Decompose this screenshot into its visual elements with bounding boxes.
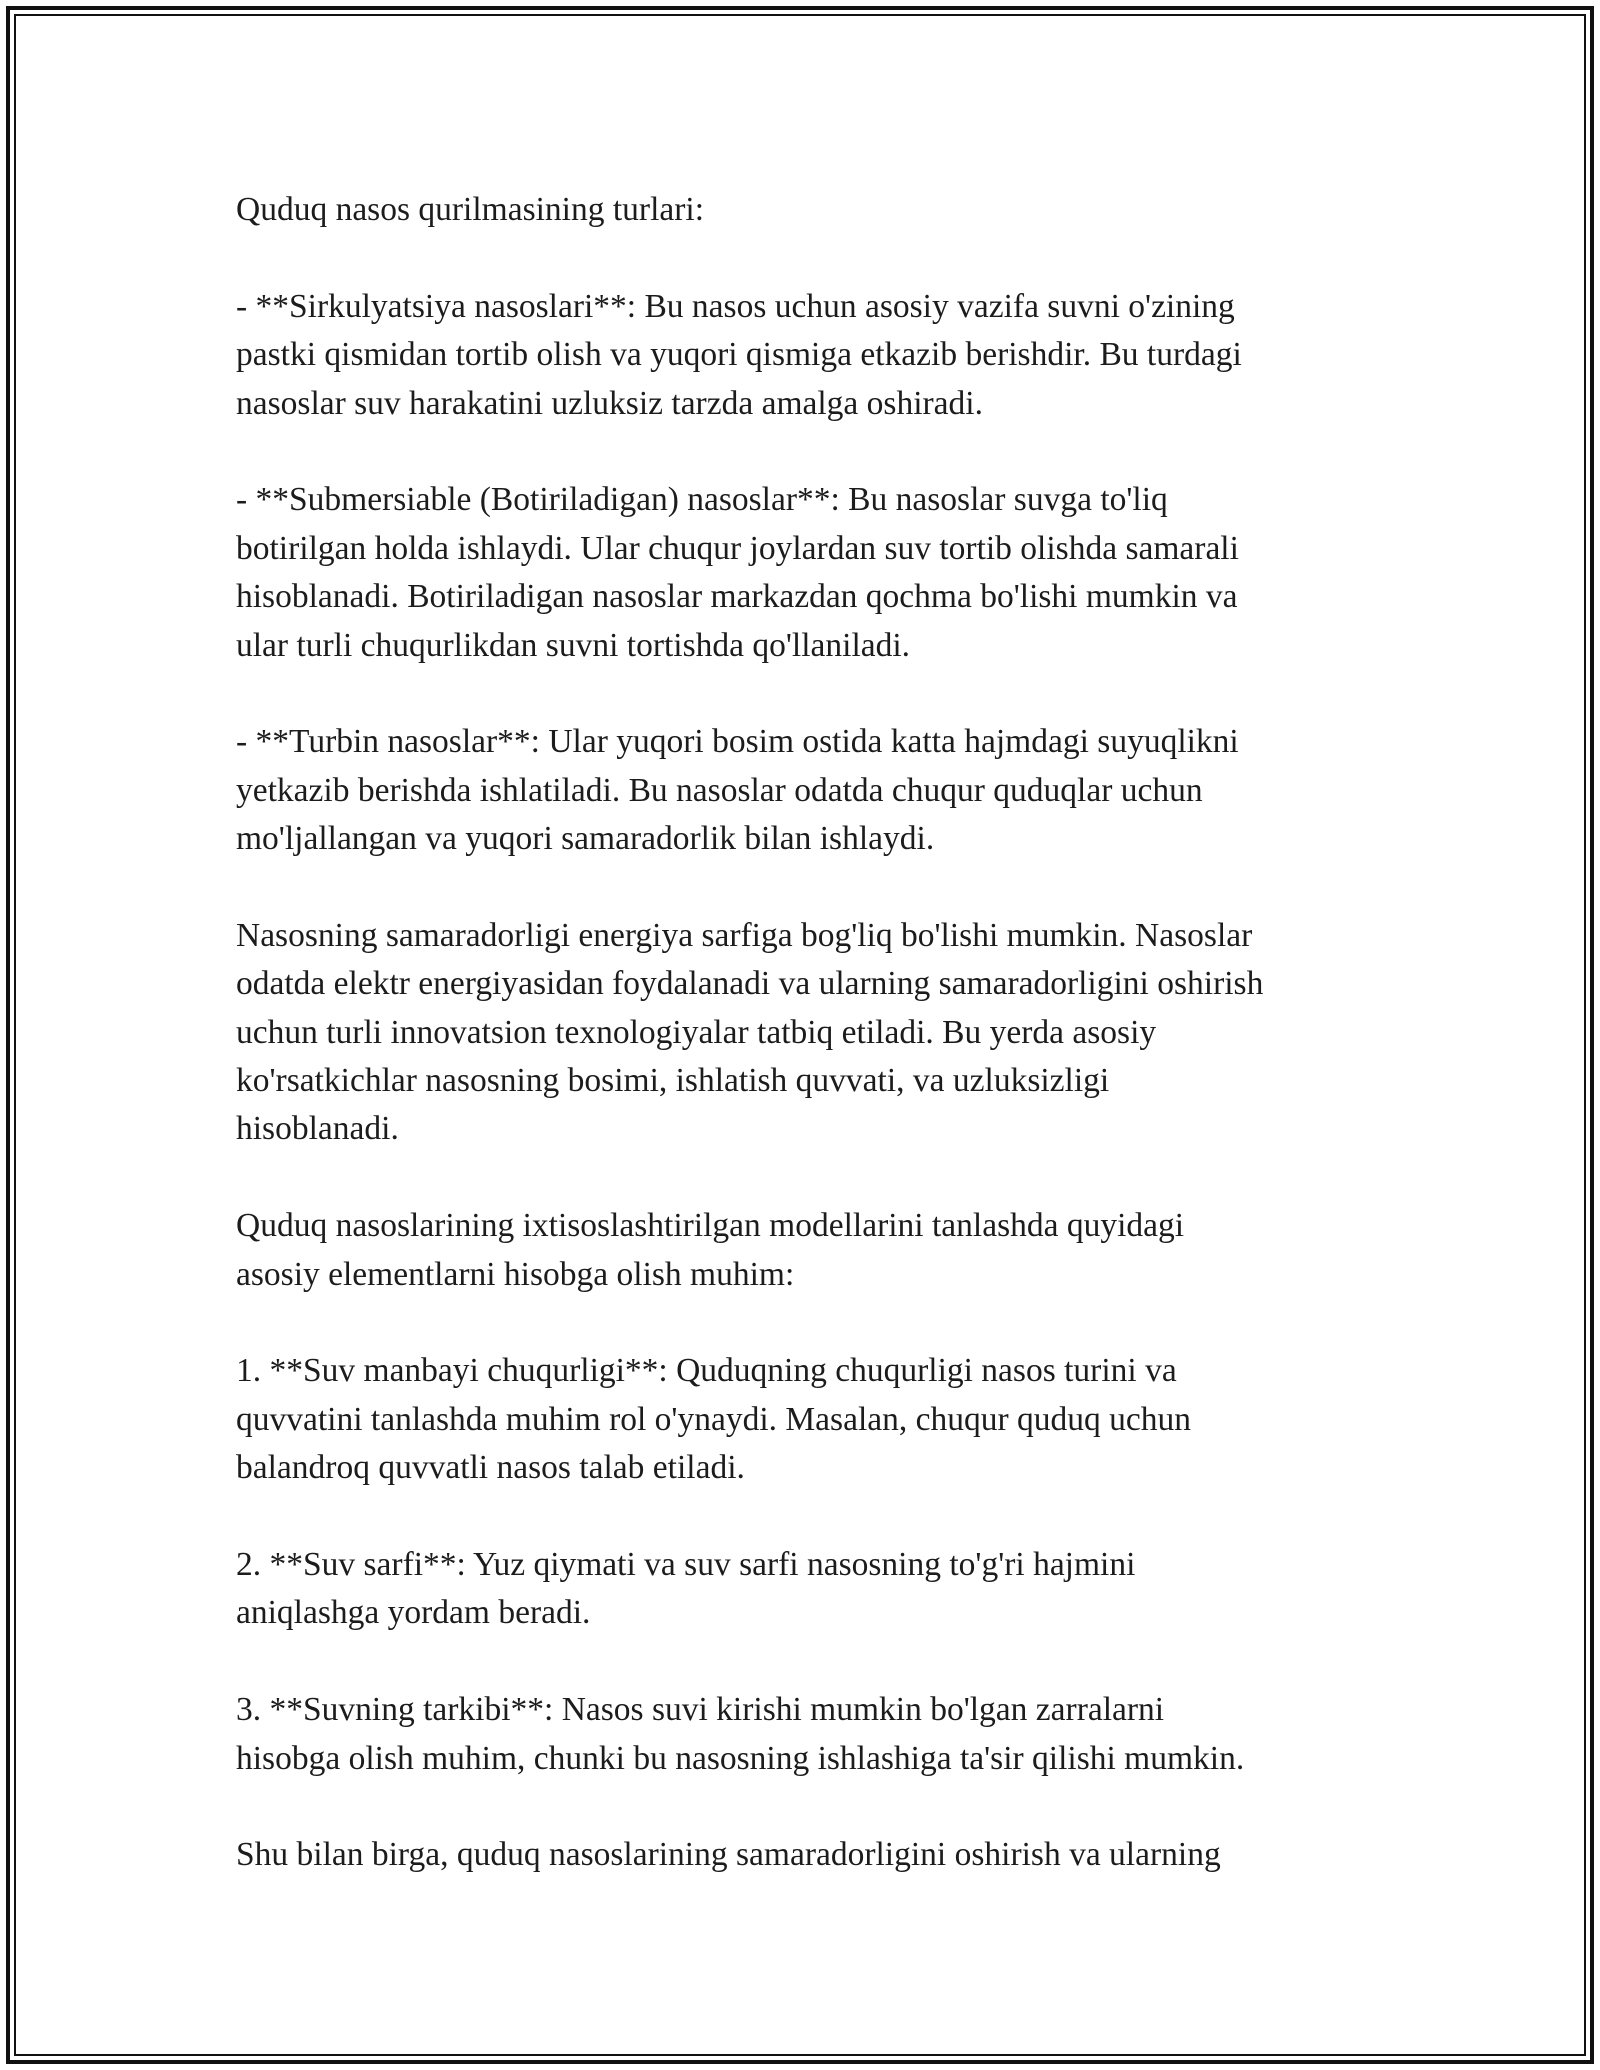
paragraph (236, 283, 1376, 428)
paragraph-spacer (236, 1783, 1376, 1831)
paragraph (236, 1202, 1376, 1299)
paragraph (236, 1541, 1376, 1638)
text-line: uchun turli innovatsion texnologiyalar tatbiq etiladi. Bu yerda asosiy (236, 1013, 1157, 1051)
paragraph (236, 1686, 1376, 1783)
text-line: quvvatini tanlashda muhim rol o'ynaydi. Masalan, chuqur quduq uchun (236, 1400, 1192, 1438)
text-line: botirilgan holda ishlaydi. Ular chuqur joylardan suv tortib olishda samarali (236, 529, 1239, 567)
paragraph-spacer (236, 234, 1376, 282)
paragraph-spacer (236, 1638, 1376, 1686)
text-line: Quduq nasoslarining ixtisoslashtirilgan modellarini tanlashda quyidagi (236, 1207, 1185, 1245)
text-line: hisoblanadi. (236, 1110, 399, 1148)
text-line: ko'rsatkichlar nasosning bosimi, ishlatish quvvati, va uzluksizligi (236, 1062, 1110, 1100)
text-line: Nasosning samaradorligi energiya sarfiga bog'liq bo'lishi mumkin. Nasoslar (236, 916, 1253, 954)
document-body (236, 186, 1376, 1880)
text-line: asosiy elementlarni hisobga olish muhim: (236, 1255, 795, 1293)
paragraph-spacer (236, 670, 1376, 718)
paragraph (236, 912, 1376, 1154)
paragraph (236, 186, 1376, 234)
text-line: 2. **Suv sarfi**: Yuz qiymati va suv sarfi nasosning to'g'ri hajmini (236, 1545, 1136, 1583)
text-line: hisoblanadi. Botiriladigan nasoslar markazdan qochma bo'lishi mumkin va (236, 578, 1238, 616)
paragraph (236, 476, 1376, 670)
text-line: - **Submersiable (Botiriladigan) nasoslar**: Bu nasoslar suvga to'liq (236, 481, 1168, 519)
text-line: Shu bilan birga, quduq nasoslarining samaradorligini oshirish va ularning (236, 1836, 1221, 1874)
text-line: ular turli chuqurlikdan suvni tortishda qo'llaniladi. (236, 626, 911, 664)
text-line: Quduq nasos qurilmasining turlari: (236, 191, 705, 228)
paragraph-spacer (236, 1493, 1376, 1541)
paragraph-spacer (236, 1299, 1376, 1347)
text-line: - **Turbin nasoslar**: Ular yuqori bosim ostida katta hajmdagi suyuqlikni (236, 723, 1239, 761)
text-line: 3. **Suvning tarkibi**: Nasos suvi kirishi mumkin bo'lgan zarralarni (236, 1691, 1165, 1729)
text-line: pastki qismidan tortib olish va yuqori qismiga etkazib berishdir. Bu turdagi (236, 336, 1242, 374)
paragraph (236, 718, 1376, 863)
text-line: nasoslar suv harakatini uzluksiz tarzda amalga oshiradi. (236, 384, 983, 422)
text-line: odatda elektr energiyasidan foydalanadi va ularning samaradorligini oshirish (236, 965, 1264, 1003)
paragraph (236, 1347, 1376, 1492)
text-line: mo'ljallangan va yuqori samaradorlik bilan ishlaydi. (236, 820, 935, 858)
paragraph-spacer (236, 863, 1376, 911)
paragraph-spacer (236, 428, 1376, 476)
paragraph-spacer (236, 1154, 1376, 1202)
text-line: balandroq quvvatli nasos talab etiladi. (236, 1449, 745, 1487)
paragraph (236, 1831, 1376, 1879)
text-line: hisobga olish muhim, chunki bu nasosning ishlashiga ta'sir qilishi mumkin. (236, 1739, 1245, 1777)
text-line: yetkazib berishda ishlatiladi. Bu nasoslar odatda chuqur quduqlar uchun (236, 771, 1203, 809)
text-line: - **Sirkulyatsiya nasoslari**: Bu nasos uchun asosiy vazifa suvni o'zining (236, 287, 1235, 325)
text-line: aniqlashga yordam beradi. (236, 1594, 591, 1632)
text-line: 1. **Suv manbayi chuqurligi**: Quduqning chuqurligi nasos turini va (236, 1352, 1177, 1390)
